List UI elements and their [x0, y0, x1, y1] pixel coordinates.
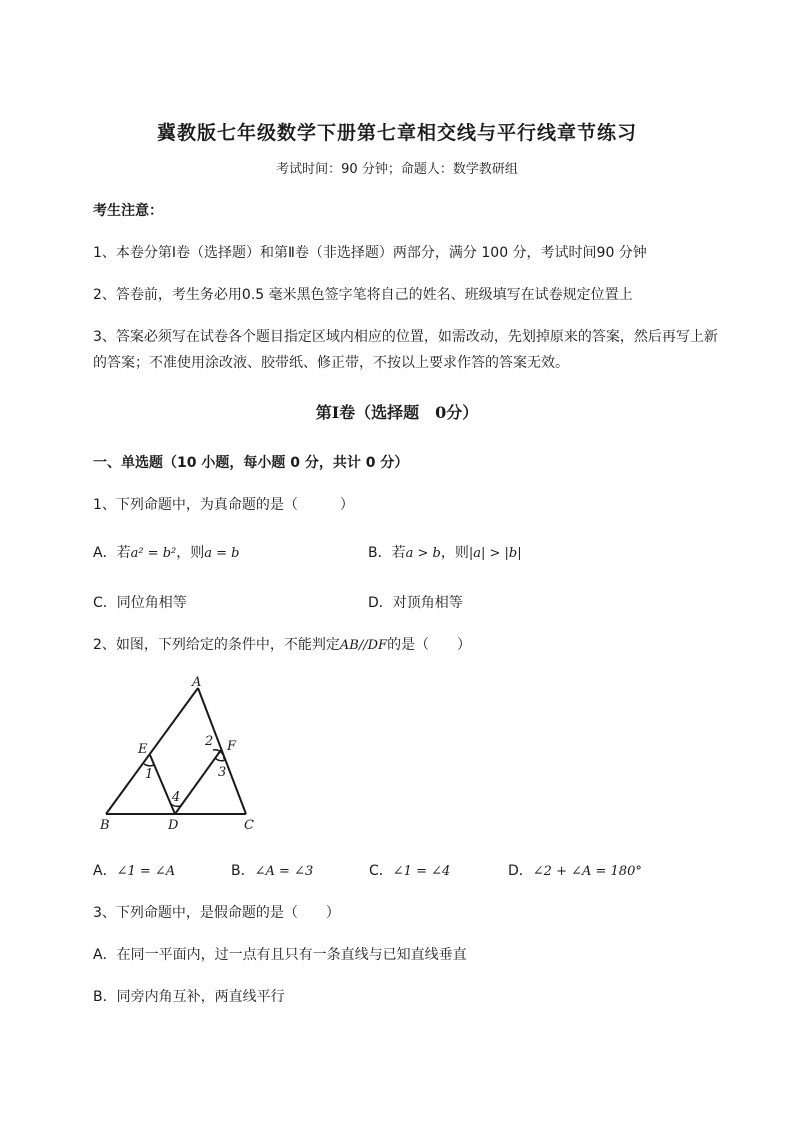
- option-text: ，则: [440, 545, 469, 561]
- stem-text: 的是（ ）: [387, 637, 472, 653]
- question-1-option-b: [368, 542, 522, 562]
- math-expression: ∠1 = ∠A: [116, 864, 176, 879]
- segment-df: [175, 750, 221, 814]
- angle-1-arc: [144, 764, 154, 766]
- math-expression: ∠1 = ∠4: [392, 864, 451, 879]
- math-expression: ∠A = ∠3: [254, 864, 314, 879]
- label-angle-1: 1: [145, 767, 154, 782]
- math-expression: ∠2 + ∠A = 180°: [532, 864, 642, 879]
- label-a: A: [192, 675, 202, 690]
- math-expression: a = b: [204, 546, 240, 561]
- option-label: C．: [369, 863, 393, 879]
- question-3-option-b: B．同旁内角互补，两直线平行: [93, 989, 285, 1005]
- question-2-stem: [93, 634, 471, 654]
- option-label: D．: [508, 863, 533, 879]
- label-angle-2: 2: [205, 734, 214, 749]
- triangle-figure: [90, 672, 270, 837]
- option-label: B．若: [368, 545, 406, 561]
- label-f: F: [227, 739, 237, 754]
- label-b: B: [100, 818, 110, 833]
- exam-info: 考试时间：90 分钟；命题人：数学教研组: [276, 162, 518, 177]
- stem-text: 2、如图，下列给定的条件中，不能判定: [93, 637, 340, 653]
- question-1-option-c: C．同位角相等: [93, 595, 187, 611]
- label-d: D: [168, 818, 179, 833]
- notice-item-3-line-2: 的答案；不准使用涂改液、胶带纸、修正带，不按以上要求作答的答案无效。: [93, 355, 569, 371]
- option-label: A．若: [93, 545, 131, 561]
- notice-item-1: 1、本卷分第Ⅰ卷（选择题）和第Ⅱ卷（非选择题）两部分，满分 100 分，考试时间90 分钟: [93, 245, 647, 261]
- label-c: C: [244, 818, 254, 833]
- label-angle-4: 4: [172, 790, 181, 805]
- notice-heading: 考生注意：: [93, 203, 163, 219]
- option-label: A．: [93, 863, 117, 879]
- segment-ac: [198, 688, 246, 814]
- question-3-option-a: A．在同一平面内，过一点有且只有一条直线与已知直线垂直: [93, 947, 467, 963]
- option-text: ，则: [176, 545, 205, 561]
- question-2-option-b: [231, 860, 313, 880]
- segment-ab: [106, 688, 198, 814]
- question-2-option-d: [508, 860, 642, 880]
- math-expression: a² = b²: [130, 546, 177, 561]
- question-1-option-a: [93, 542, 239, 562]
- section-title: 第Ⅰ卷（选择题 0分）: [315, 403, 479, 422]
- question-3-stem: 3、下列命题中，是假命题的是（ ）: [93, 905, 340, 921]
- math-expression: AB//DF: [339, 638, 388, 653]
- notice-item-3-line-1: 3、答案必须写在试卷各个题目指定区域内相应的位置，如需改动，先划掉原来的答案，然后再写上新: [93, 329, 718, 345]
- label-e: E: [138, 742, 148, 757]
- page-title: 冀教版七年级数学下册第七章相交线与平行线章节练习: [156, 122, 637, 144]
- math-expression: a > b: [405, 546, 441, 561]
- question-2-option-c: [369, 860, 450, 880]
- math-expression: |a| > |b|: [468, 546, 522, 561]
- question-1-option-d: D．对顶角相等: [368, 595, 463, 611]
- option-label: B．: [231, 863, 255, 879]
- label-angle-3: 3: [218, 765, 227, 780]
- notice-item-2: 2、答卷前，考生务必用0.5 毫米黑色签字笔将自己的姓名、班级填写在试卷规定位置上: [93, 287, 633, 303]
- question-1-stem: 1、下列命题中，为真命题的是（ ）: [93, 497, 354, 513]
- part-heading: 一、单选题（10 小题，每小题 0 分，共计 0 分）: [93, 455, 409, 471]
- question-2-option-a: [93, 860, 175, 880]
